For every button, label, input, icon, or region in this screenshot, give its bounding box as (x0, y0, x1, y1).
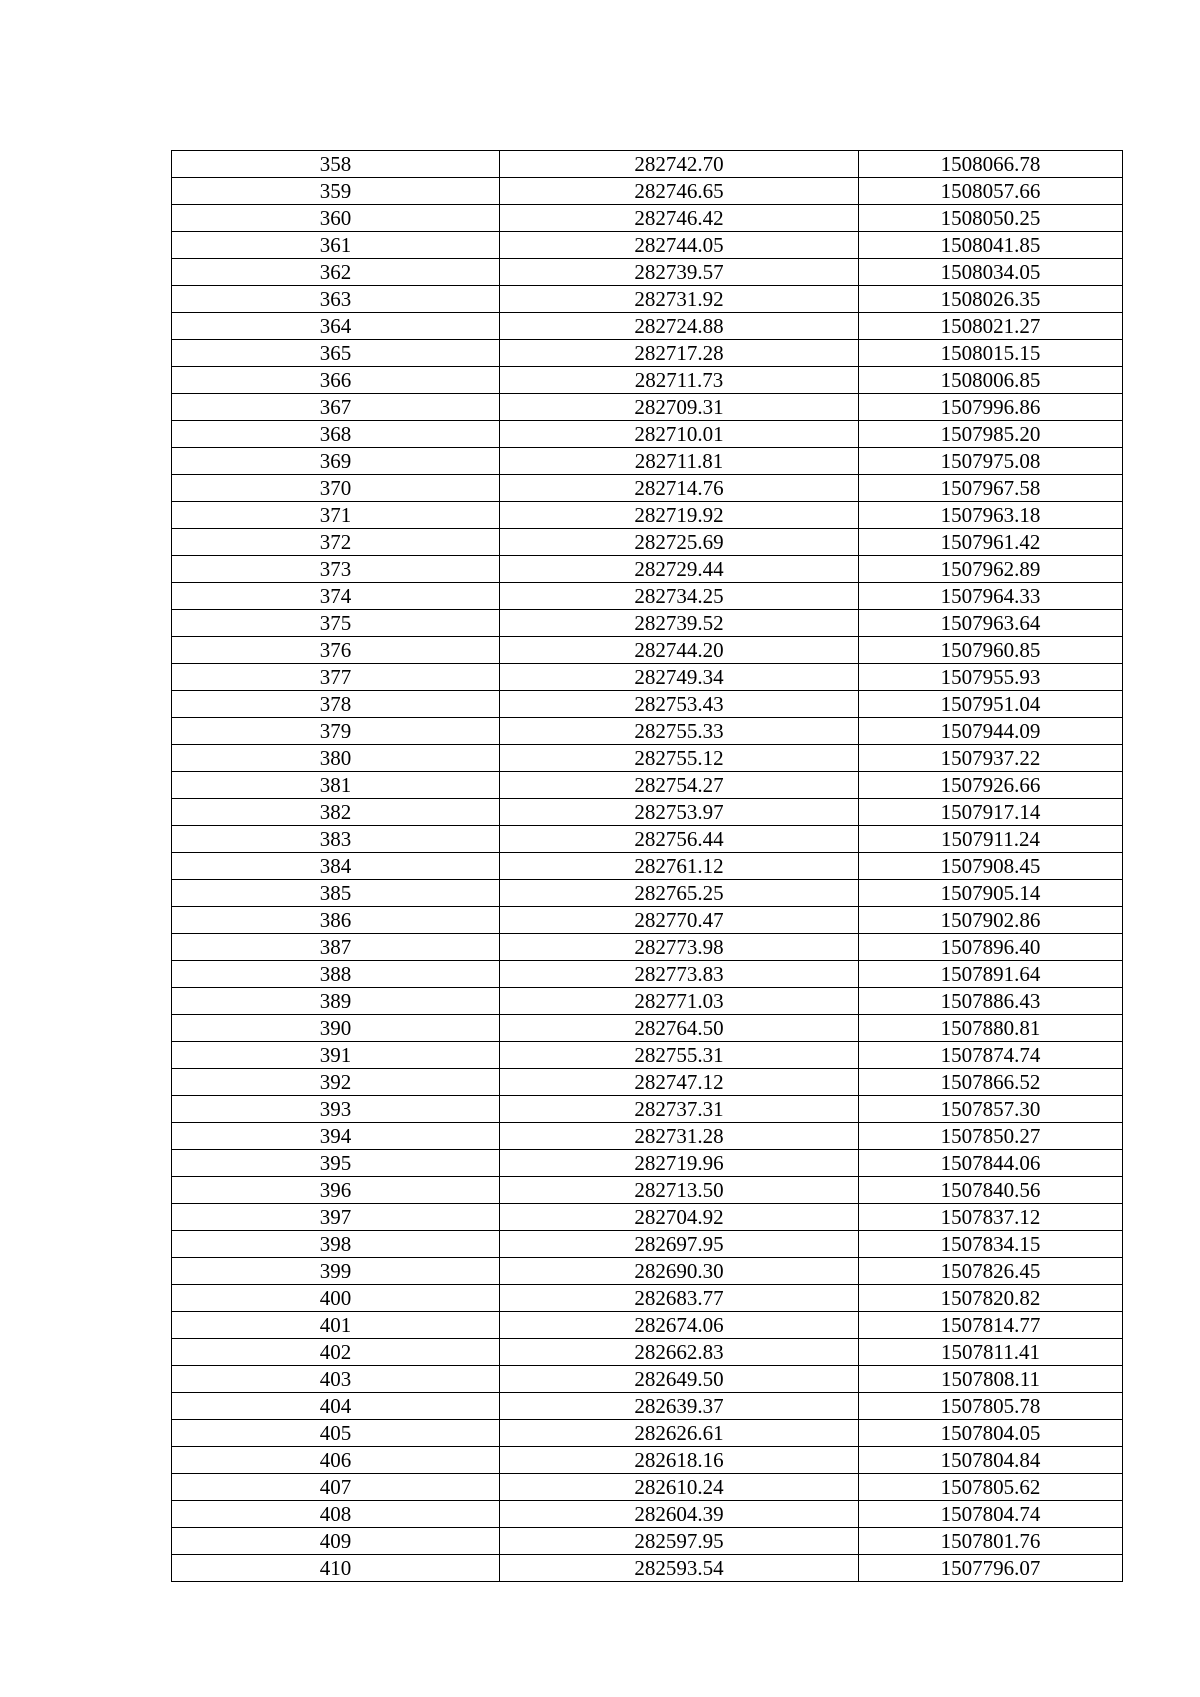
x-coordinate-cell: 282754.27 (500, 772, 859, 799)
point-number-cell: 358 (172, 151, 500, 178)
table-row (172, 934, 1123, 961)
table-row (172, 1474, 1123, 1501)
point-number-cell: 369 (172, 448, 500, 475)
y-coordinate-cell: 1507896.40 (859, 934, 1123, 961)
point-number-cell: 396 (172, 1177, 500, 1204)
point-number-cell: 370 (172, 475, 500, 502)
table-row (172, 772, 1123, 799)
x-coordinate-cell: 282710.01 (500, 421, 859, 448)
y-coordinate-cell: 1507975.08 (859, 448, 1123, 475)
coordinate-table-body (172, 151, 1123, 1582)
table-row (172, 259, 1123, 286)
table-row (172, 232, 1123, 259)
x-coordinate-cell: 282746.42 (500, 205, 859, 232)
y-coordinate-cell: 1507960.85 (859, 637, 1123, 664)
table-row (172, 286, 1123, 313)
table-row (172, 853, 1123, 880)
point-number-cell: 408 (172, 1501, 500, 1528)
point-number-cell: 410 (172, 1555, 500, 1582)
point-number-cell: 378 (172, 691, 500, 718)
x-coordinate-cell: 282649.50 (500, 1366, 859, 1393)
y-coordinate-cell: 1508006.85 (859, 367, 1123, 394)
point-number-cell: 375 (172, 610, 500, 637)
point-number-cell: 399 (172, 1258, 500, 1285)
x-coordinate-cell: 282597.95 (500, 1528, 859, 1555)
point-number-cell: 368 (172, 421, 500, 448)
y-coordinate-cell: 1507926.66 (859, 772, 1123, 799)
point-number-cell: 404 (172, 1393, 500, 1420)
y-coordinate-cell: 1507964.33 (859, 583, 1123, 610)
x-coordinate-cell: 282731.92 (500, 286, 859, 313)
point-number-cell: 397 (172, 1204, 500, 1231)
point-number-cell: 395 (172, 1150, 500, 1177)
table-row (172, 529, 1123, 556)
point-number-cell: 405 (172, 1420, 500, 1447)
table-row (172, 1177, 1123, 1204)
y-coordinate-cell: 1507955.93 (859, 664, 1123, 691)
x-coordinate-cell: 282724.88 (500, 313, 859, 340)
x-coordinate-cell: 282713.50 (500, 1177, 859, 1204)
point-number-cell: 361 (172, 232, 500, 259)
y-coordinate-cell: 1507808.11 (859, 1366, 1123, 1393)
table-row (172, 1420, 1123, 1447)
x-coordinate-cell: 282737.31 (500, 1096, 859, 1123)
x-coordinate-cell: 282746.65 (500, 178, 859, 205)
x-coordinate-cell: 282690.30 (500, 1258, 859, 1285)
table-row (172, 961, 1123, 988)
table-row (172, 799, 1123, 826)
x-coordinate-cell: 282729.44 (500, 556, 859, 583)
y-coordinate-cell: 1507820.82 (859, 1285, 1123, 1312)
table-row (172, 1204, 1123, 1231)
table-row (172, 1312, 1123, 1339)
y-coordinate-cell: 1507902.86 (859, 907, 1123, 934)
x-coordinate-cell: 282755.12 (500, 745, 859, 772)
point-number-cell: 402 (172, 1339, 500, 1366)
y-coordinate-cell: 1507911.24 (859, 826, 1123, 853)
table-row (172, 664, 1123, 691)
table-row (172, 367, 1123, 394)
y-coordinate-cell: 1507891.64 (859, 961, 1123, 988)
table-row (172, 151, 1123, 178)
y-coordinate-cell: 1507811.41 (859, 1339, 1123, 1366)
point-number-cell: 380 (172, 745, 500, 772)
point-number-cell: 401 (172, 1312, 500, 1339)
x-coordinate-cell: 282717.28 (500, 340, 859, 367)
y-coordinate-cell: 1507937.22 (859, 745, 1123, 772)
x-coordinate-cell: 282756.44 (500, 826, 859, 853)
x-coordinate-cell: 282683.77 (500, 1285, 859, 1312)
point-number-cell: 382 (172, 799, 500, 826)
y-coordinate-cell: 1507826.45 (859, 1258, 1123, 1285)
y-coordinate-cell: 1507996.86 (859, 394, 1123, 421)
table-row (172, 691, 1123, 718)
x-coordinate-cell: 282639.37 (500, 1393, 859, 1420)
table-row (172, 1555, 1123, 1582)
x-coordinate-cell: 282753.97 (500, 799, 859, 826)
point-number-cell: 393 (172, 1096, 500, 1123)
x-coordinate-cell: 282711.81 (500, 448, 859, 475)
table-row (172, 556, 1123, 583)
table-row (172, 826, 1123, 853)
x-coordinate-cell: 282604.39 (500, 1501, 859, 1528)
point-number-cell: 387 (172, 934, 500, 961)
y-coordinate-cell: 1507917.14 (859, 799, 1123, 826)
point-number-cell: 362 (172, 259, 500, 286)
y-coordinate-cell: 1507905.14 (859, 880, 1123, 907)
y-coordinate-cell: 1508050.25 (859, 205, 1123, 232)
table-row (172, 421, 1123, 448)
y-coordinate-cell: 1507866.52 (859, 1069, 1123, 1096)
y-coordinate-cell: 1507857.30 (859, 1096, 1123, 1123)
x-coordinate-cell: 282755.33 (500, 718, 859, 745)
point-number-cell: 391 (172, 1042, 500, 1069)
y-coordinate-cell: 1508026.35 (859, 286, 1123, 313)
x-coordinate-cell: 282731.28 (500, 1123, 859, 1150)
x-coordinate-cell: 282765.25 (500, 880, 859, 907)
y-coordinate-cell: 1507967.58 (859, 475, 1123, 502)
y-coordinate-cell: 1508066.78 (859, 151, 1123, 178)
table-row (172, 475, 1123, 502)
table-row (172, 745, 1123, 772)
y-coordinate-cell: 1508015.15 (859, 340, 1123, 367)
coordinate-table (171, 150, 1123, 1582)
point-number-cell: 373 (172, 556, 500, 583)
point-number-cell: 372 (172, 529, 500, 556)
x-coordinate-cell: 282744.05 (500, 232, 859, 259)
x-coordinate-cell: 282626.61 (500, 1420, 859, 1447)
table-row (172, 718, 1123, 745)
point-number-cell: 398 (172, 1231, 500, 1258)
point-number-cell: 392 (172, 1069, 500, 1096)
point-number-cell: 390 (172, 1015, 500, 1042)
point-number-cell: 409 (172, 1528, 500, 1555)
y-coordinate-cell: 1507962.89 (859, 556, 1123, 583)
y-coordinate-cell: 1507944.09 (859, 718, 1123, 745)
point-number-cell: 381 (172, 772, 500, 799)
y-coordinate-cell: 1508034.05 (859, 259, 1123, 286)
x-coordinate-cell: 282753.43 (500, 691, 859, 718)
table-row (172, 502, 1123, 529)
table-row (172, 880, 1123, 907)
y-coordinate-cell: 1507834.15 (859, 1231, 1123, 1258)
x-coordinate-cell: 282747.12 (500, 1069, 859, 1096)
y-coordinate-cell: 1507796.07 (859, 1555, 1123, 1582)
y-coordinate-cell: 1507961.42 (859, 529, 1123, 556)
table-row (172, 1096, 1123, 1123)
point-number-cell: 377 (172, 664, 500, 691)
table-row (172, 313, 1123, 340)
table-row (172, 1123, 1123, 1150)
point-number-cell: 363 (172, 286, 500, 313)
table-row (172, 1231, 1123, 1258)
table-row (172, 1069, 1123, 1096)
y-coordinate-cell: 1507804.05 (859, 1420, 1123, 1447)
x-coordinate-cell: 282739.52 (500, 610, 859, 637)
y-coordinate-cell: 1507985.20 (859, 421, 1123, 448)
point-number-cell: 365 (172, 340, 500, 367)
y-coordinate-cell: 1507805.62 (859, 1474, 1123, 1501)
y-coordinate-cell: 1507840.56 (859, 1177, 1123, 1204)
y-coordinate-cell: 1507814.77 (859, 1312, 1123, 1339)
table-row (172, 340, 1123, 367)
table-row (172, 1258, 1123, 1285)
table-row (172, 1015, 1123, 1042)
point-number-cell: 384 (172, 853, 500, 880)
table-row (172, 583, 1123, 610)
y-coordinate-cell: 1507837.12 (859, 1204, 1123, 1231)
x-coordinate-cell: 282761.12 (500, 853, 859, 880)
table-row (172, 178, 1123, 205)
x-coordinate-cell: 282742.70 (500, 151, 859, 178)
x-coordinate-cell: 282749.34 (500, 664, 859, 691)
y-coordinate-cell: 1507951.04 (859, 691, 1123, 718)
point-number-cell: 400 (172, 1285, 500, 1312)
table-row (172, 610, 1123, 637)
table-row (172, 907, 1123, 934)
table-row (172, 1393, 1123, 1420)
y-coordinate-cell: 1507963.18 (859, 502, 1123, 529)
table-row (172, 1285, 1123, 1312)
point-number-cell: 359 (172, 178, 500, 205)
x-coordinate-cell: 282719.96 (500, 1150, 859, 1177)
x-coordinate-cell: 282674.06 (500, 1312, 859, 1339)
x-coordinate-cell: 282704.92 (500, 1204, 859, 1231)
point-number-cell: 374 (172, 583, 500, 610)
point-number-cell: 406 (172, 1447, 500, 1474)
table-row (172, 1501, 1123, 1528)
y-coordinate-cell: 1507908.45 (859, 853, 1123, 880)
table-row (172, 1042, 1123, 1069)
table-row (172, 1366, 1123, 1393)
x-coordinate-cell: 282755.31 (500, 1042, 859, 1069)
y-coordinate-cell: 1507801.76 (859, 1528, 1123, 1555)
table-row (172, 1150, 1123, 1177)
table-row (172, 394, 1123, 421)
x-coordinate-cell: 282725.69 (500, 529, 859, 556)
y-coordinate-cell: 1508057.66 (859, 178, 1123, 205)
table-row (172, 1447, 1123, 1474)
x-coordinate-cell: 282771.03 (500, 988, 859, 1015)
table-row (172, 1339, 1123, 1366)
x-coordinate-cell: 282739.57 (500, 259, 859, 286)
x-coordinate-cell: 282764.50 (500, 1015, 859, 1042)
x-coordinate-cell: 282593.54 (500, 1555, 859, 1582)
x-coordinate-cell: 282610.24 (500, 1474, 859, 1501)
x-coordinate-cell: 282697.95 (500, 1231, 859, 1258)
x-coordinate-cell: 282711.73 (500, 367, 859, 394)
x-coordinate-cell: 282744.20 (500, 637, 859, 664)
point-number-cell: 371 (172, 502, 500, 529)
point-number-cell: 379 (172, 718, 500, 745)
point-number-cell: 366 (172, 367, 500, 394)
y-coordinate-cell: 1508041.85 (859, 232, 1123, 259)
point-number-cell: 403 (172, 1366, 500, 1393)
point-number-cell: 385 (172, 880, 500, 907)
y-coordinate-cell: 1507805.78 (859, 1393, 1123, 1420)
table-row (172, 205, 1123, 232)
y-coordinate-cell: 1507880.81 (859, 1015, 1123, 1042)
table-row (172, 988, 1123, 1015)
point-number-cell: 367 (172, 394, 500, 421)
point-number-cell: 383 (172, 826, 500, 853)
x-coordinate-cell: 282719.92 (500, 502, 859, 529)
point-number-cell: 389 (172, 988, 500, 1015)
x-coordinate-cell: 282662.83 (500, 1339, 859, 1366)
point-number-cell: 388 (172, 961, 500, 988)
y-coordinate-cell: 1507804.74 (859, 1501, 1123, 1528)
x-coordinate-cell: 282773.83 (500, 961, 859, 988)
x-coordinate-cell: 282714.76 (500, 475, 859, 502)
point-number-cell: 376 (172, 637, 500, 664)
x-coordinate-cell: 282773.98 (500, 934, 859, 961)
x-coordinate-cell: 282709.31 (500, 394, 859, 421)
x-coordinate-cell: 282618.16 (500, 1447, 859, 1474)
table-row (172, 1528, 1123, 1555)
y-coordinate-cell: 1508021.27 (859, 313, 1123, 340)
y-coordinate-cell: 1507844.06 (859, 1150, 1123, 1177)
x-coordinate-cell: 282770.47 (500, 907, 859, 934)
point-number-cell: 360 (172, 205, 500, 232)
point-number-cell: 394 (172, 1123, 500, 1150)
table-row (172, 448, 1123, 475)
point-number-cell: 386 (172, 907, 500, 934)
point-number-cell: 407 (172, 1474, 500, 1501)
y-coordinate-cell: 1507886.43 (859, 988, 1123, 1015)
y-coordinate-cell: 1507850.27 (859, 1123, 1123, 1150)
y-coordinate-cell: 1507963.64 (859, 610, 1123, 637)
table-row (172, 637, 1123, 664)
x-coordinate-cell: 282734.25 (500, 583, 859, 610)
y-coordinate-cell: 1507804.84 (859, 1447, 1123, 1474)
y-coordinate-cell: 1507874.74 (859, 1042, 1123, 1069)
point-number-cell: 364 (172, 313, 500, 340)
